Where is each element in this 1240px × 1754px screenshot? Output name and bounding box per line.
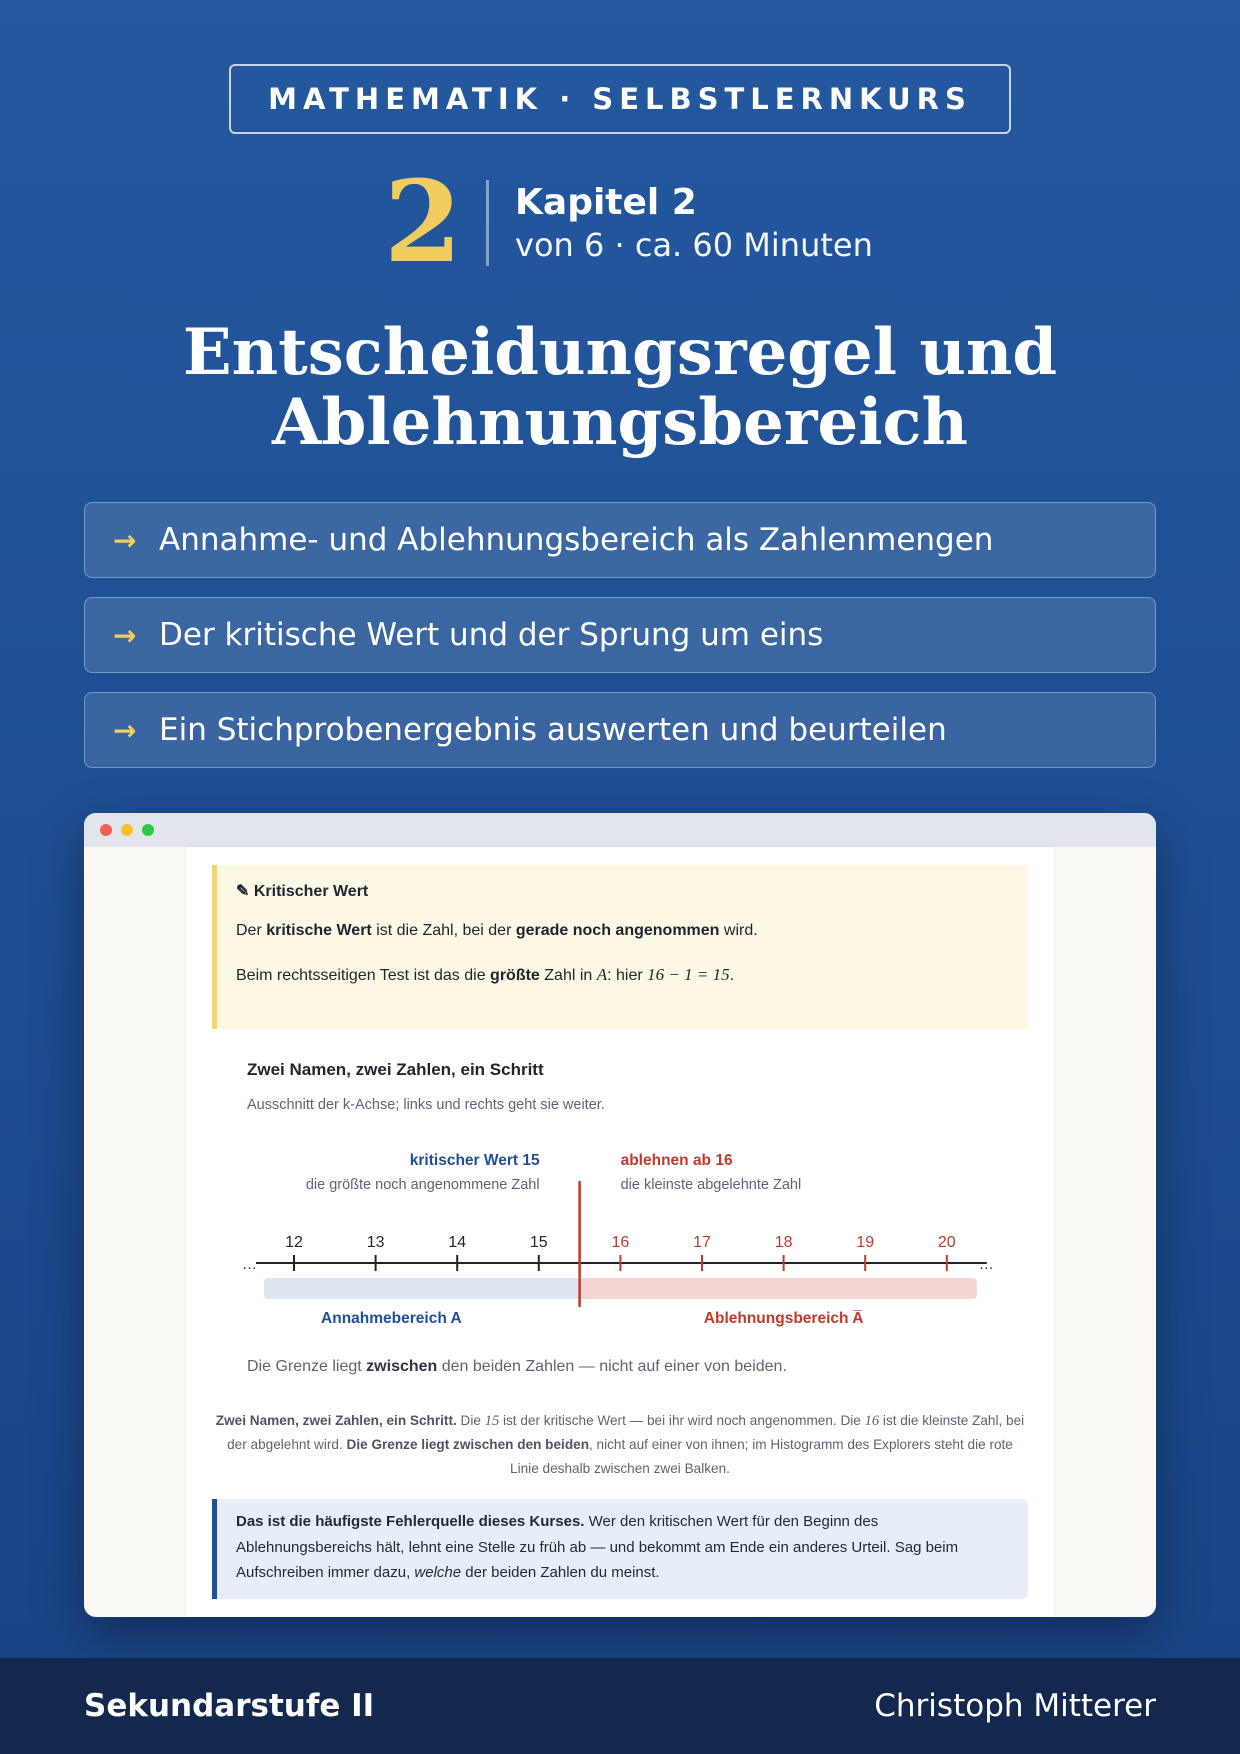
- tick-label: 16: [611, 1234, 630, 1251]
- topic-item: [84, 692, 1156, 768]
- tick-label: 13: [366, 1234, 385, 1251]
- warning-box: Das ist die häufigste Fehlerquelle dieses Kurses. Wer den kritischen Wert für den Beginn des Ablehnungsbereichs hält, lehnt eine Stelle zu früh ab — und bekommt am Ende ein anderes Urteil. Sag beim Aufschreiben immer dazu, welche der beiden Zahlen du meinst.: [212, 1499, 1028, 1599]
- critical-value-sublabel: die größte noch angenommene Zahl: [305, 1177, 540, 1193]
- preview-window: [84, 813, 1156, 1617]
- figure-subtitle: Ausschnitt der k-Achse; links und rechts geht sie weiter.: [247, 1097, 605, 1113]
- footer-author: Christoph Mitterer: [874, 1688, 1156, 1724]
- page-title: [60, 315, 1180, 460]
- definition-line-2: Beim rechtsseitigen Test ist das die größte Zahl in A: hier 16 − 1 = 15.: [236, 965, 735, 985]
- chapter-number: 2: [384, 157, 462, 288]
- topic-text: Ein Stichprobenergebnis auswerten und beurteilen: [159, 712, 947, 748]
- explanation-note: Zwei Namen, zwei Zahlen, ein Schritt. Die 15 ist der kritische Wert — bei ihr wird noch angenommen. Die 16 ist die kleinste Zahl, bei der abgelehnt wird. Die Grenze liegt zwischen den beiden, nicht auf einer von ihnen; im Histogramm des Explorers steht die rote Linie deshalb zwischen zwei Balken.: [215, 1413, 1025, 1476]
- topic-item: [84, 597, 1156, 673]
- tick-label: 12: [285, 1234, 303, 1251]
- arrow-right-icon: →: [113, 713, 137, 747]
- page-title-line-2: Ablehnungsbereich: [271, 385, 969, 460]
- chapter-block: [380, 157, 873, 288]
- window-titlebar: [84, 813, 1156, 847]
- maximize-dot-icon: [142, 824, 154, 836]
- axis-ellipsis-right: …: [978, 1256, 994, 1273]
- accept-region-label: Annahmebereich A: [321, 1310, 462, 1327]
- chapter-label: Kapitel 2: [515, 181, 697, 223]
- footer-level: Sekundarstufe II: [84, 1688, 375, 1724]
- topic-text: Annahme- und Ablehnungsbereich als Zahlenmengen: [159, 522, 994, 558]
- definition-line-1: Der kritische Wert ist die Zahl, bei der gerade noch angenommen wird.: [236, 922, 758, 939]
- tick-label: 19: [856, 1234, 875, 1251]
- minimize-dot-icon: [121, 824, 133, 836]
- reject-start-label: ablehnen ab 16: [620, 1152, 733, 1169]
- reject-region-band: [580, 1278, 977, 1299]
- tick-label: 15: [529, 1234, 548, 1251]
- tick-label: 18: [774, 1234, 793, 1251]
- arrow-right-icon: →: [113, 523, 137, 557]
- critical-value-label: kritischer Wert 15: [409, 1152, 540, 1169]
- figure-title: Zwei Namen, zwei Zahlen, ein Schritt: [247, 1060, 544, 1079]
- footer-bar: [0, 1658, 1240, 1754]
- topic-text: Der kritische Wert und der Sprung um eins: [159, 617, 824, 653]
- reject-region-label: Ablehnungsbereich A̅: [703, 1310, 864, 1327]
- number-line-chart: [186, 847, 1054, 1357]
- tick-label: 14: [448, 1234, 467, 1251]
- accept-region-band: [264, 1278, 580, 1299]
- tick-label: 17: [693, 1234, 711, 1251]
- preview-page: [186, 847, 1054, 1617]
- tick-label: 20: [937, 1234, 956, 1251]
- reject-start-sublabel: die kleinste abgelehnte Zahl: [620, 1177, 802, 1193]
- axis-ellipsis-left: …: [242, 1256, 257, 1273]
- arrow-right-icon: →: [113, 618, 137, 652]
- definition-title: ✎ Kritischer Wert: [236, 883, 369, 900]
- close-dot-icon: [100, 824, 112, 836]
- figure-caption: Die Grenze liegt zwischen den beiden Zahlen — nicht auf einer von beiden.: [247, 1358, 787, 1375]
- page-title-line-1: Entscheidungsregel und: [182, 315, 1058, 390]
- chapter-duration: von 6 · ca. 60 Minuten: [515, 225, 873, 264]
- topic-item: [84, 502, 1156, 578]
- chapter-meta: [515, 180, 873, 267]
- series-badge: MATHEMATIK · SELBSTLERNKURS: [229, 64, 1011, 134]
- chapter-divider: [486, 180, 489, 266]
